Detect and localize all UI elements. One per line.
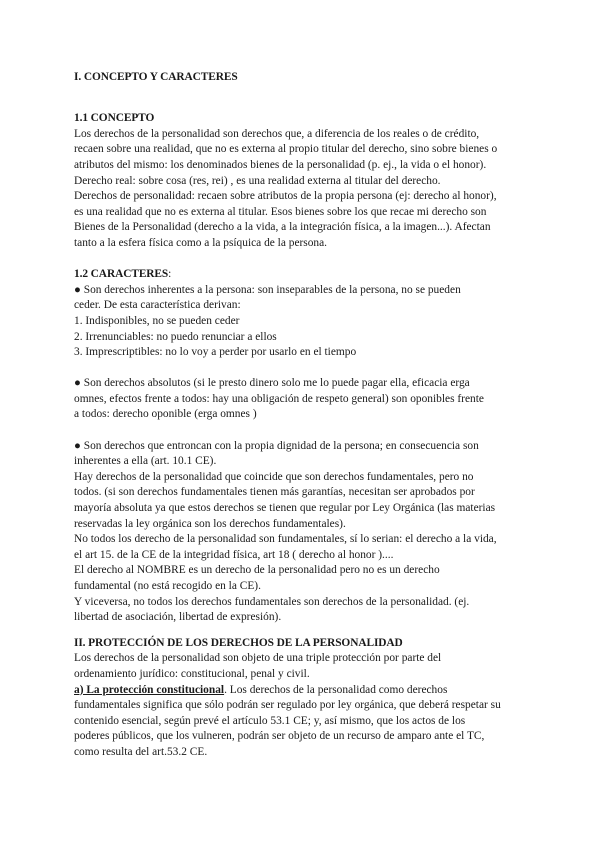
text-line: recaen sobre una realidad, que no es externa al propio titular del derecho, sino sobre bienes o [74,143,498,156]
text-line: Los derechos de la personalidad son derechos que, a diferencia de los reales o de crédito, [74,127,480,140]
text-line: a todos: derecho oponible (erga omnes ) [74,408,257,421]
caracteres-inherentes-list [74,283,534,361]
bullet-item: ● Son derechos absolutos (si le presto dinero solo me lo puede pagar ella, eficacia erga [74,377,470,390]
text-line: fundamentales significa que sólo podrán ser regulado por ley orgánica, que deberá respetar su [74,699,501,712]
subheading-caracteres-label: 1.2 CARACTERES [74,268,169,281]
list-item: 2. Irrenunciables: no puedo renunciar a ellos [74,330,277,343]
text-line: omnes, efectos frente a todos: hay una obligación de respeto general) son oponibles frente [74,392,484,405]
text-line: El derecho al NOMBRE es un derecho de la personalidad pero no es un derecho [74,564,440,577]
subheading-colon: : [168,268,172,281]
proteccion-constitucional-label: a) La protección constitucional [74,683,225,696]
text-line: Bienes de la Personalidad (derecho a la vida, a la integración física, a la imagen...). Afectan [74,221,491,234]
bullet-item: ● Son derechos inherentes a la persona: son inseparables de la persona, no se pueden [74,283,461,296]
text-line: Derecho real: sobre cosa (res, rei) , es una realidad externa al titular del derecho. [74,174,441,187]
text-line: ceder. De esta característica derivan: [74,299,241,312]
document-page [74,70,534,761]
proteccion-paragraph [74,651,534,760]
concepto-paragraph [74,127,534,252]
section-heading-concepto-caracteres: I. CONCEPTO Y CARACTERES [74,71,238,83]
text-line: como resulta del art.53.2 CE. [74,745,208,758]
text-line: mayoría absoluta ya que estos derechos se tienen que regular por Ley Orgánica (las materias [74,502,496,515]
text-line: Los derechos de la personalidad son objeto de una triple protección por parte del [74,652,442,665]
text-line: atributos del mismo: los denominados bienes de la personalidad (p. ej., la vida o el honor). [74,158,487,171]
text-line: poderes públicos, que los vulneren, podrán ser objeto de un recurso de amparo ante el TC, [74,730,485,743]
section-heading-proteccion: II. PROTECCIÓN DE LOS DERECHOS DE LA PERSONALIDAD [74,636,403,649]
text-line: inherentes a ella (art. 10.1 CE). [74,455,217,468]
caracteres-absolutos [74,376,534,423]
text-line: ordenamiento jurídico: constitucional, penal y civil. [74,667,310,680]
text-line [74,683,534,699]
caracteres-dignidad [74,439,534,626]
list-item: 3. Imprescriptibles: no lo voy a perder por usarlo en el tiempo [74,346,357,359]
text-line: fundamental (no está recogido en la CE). [74,580,261,592]
text-line: el art 15. de la CE de la integridad física, art 18 ( derecho al honor ).... [74,548,394,561]
text-line: todos. (si son derechos fundamentales tienen más garantías, necesitan ser aprobados por [74,486,475,499]
subheading-caracteres [74,267,534,283]
text-line: reservadas la ley orgánica son los derechos fundamentales). [74,517,346,530]
proteccion-constitucional-text: . Los derechos de la personalidad como derechos [224,683,448,696]
text-line: No todos los derecho de la personalidad son fundamentales, sí lo serian: el derecho a la vida, [74,533,497,546]
text-line: Derechos de personalidad: recaen sobre atributos de la propia persona (ej: derecho al honor), [74,190,497,203]
bullet-item: ● Son derechos que entroncan con la propia dignidad de la persona; en consecuencia son [74,439,479,452]
list-item: 1. Indisponibles, no se pueden ceder [74,314,240,327]
text-line: tanto a la esfera física como a la psíquica de la persona. [74,236,328,249]
text-line: es una realidad que no es externa al titular. Esos bienes sobre los que recae mi derecho son [74,205,487,218]
text-line: Y viceversa, no todos los derechos fundamentales son derechos de la personalidad. (ej. [74,595,470,608]
text-line: contenido esencial, según prevé el artículo 53.1 CE; y, así mismo, que los actos de los [74,714,466,727]
subheading-concepto: 1.1 CONCEPTO [74,112,155,125]
text-line: Hay derechos de la personalidad que coincide que son derechos fundamentales, pero no [74,470,474,483]
text-line: libertad de asociación, libertad de expresión). [74,611,282,624]
